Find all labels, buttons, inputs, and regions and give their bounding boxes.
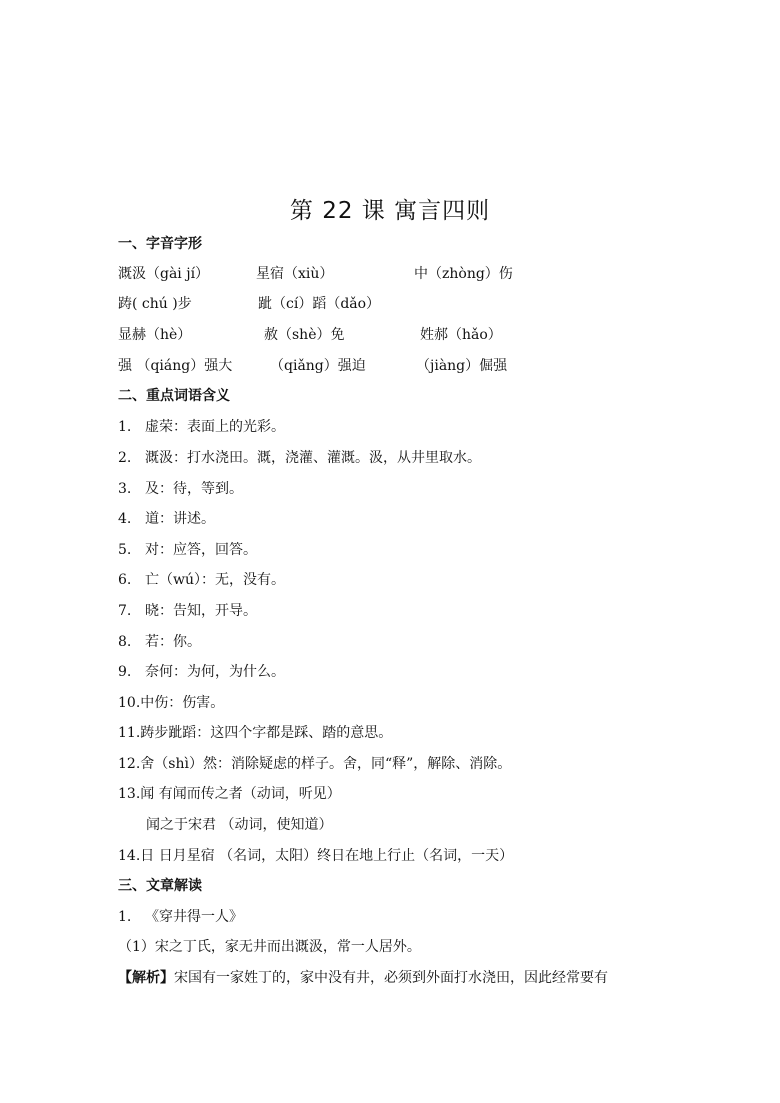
section-heading-pronunciation: 一、字音字形 — [118, 236, 202, 252]
section-heading-vocabulary: 二、重点词语含义 — [118, 388, 230, 404]
vocab-text: 晓：告知，开导。 — [145, 603, 257, 619]
lesson-title: 第 22 课 寓言四则 — [289, 198, 491, 224]
vocab-number: 5. — [118, 542, 132, 558]
vocab-item — [118, 570, 285, 590]
vocab-item — [118, 723, 392, 743]
vocab-item — [118, 754, 511, 774]
vocab-item — [118, 479, 243, 499]
analysis-tag: 【解析】 — [118, 970, 174, 986]
vocab-number: 3. — [118, 481, 132, 497]
vocab-text: 舍（shì）然：消除疑虑的样子。舍，同“释”，解除、消除。 — [140, 756, 512, 772]
vocab-item — [118, 601, 257, 621]
vocab-number: 14. — [118, 848, 141, 864]
pronunciation-item: 赦（shè）免 — [264, 327, 345, 343]
vocab-item — [118, 846, 513, 866]
vocab-text: 闻 有闻而传之者（动词，听见） — [140, 786, 341, 802]
reading-analysis — [118, 968, 608, 988]
pronunciation-item: 中（zhòng）伤 — [414, 266, 513, 282]
vocab-item — [118, 632, 201, 652]
reading-subtitle-text: 《穿井得一人》 — [145, 909, 243, 925]
vocab-number: 11. — [118, 725, 141, 741]
pronunciation-item: 踌( chú )步 — [118, 296, 192, 312]
vocab-number: 9. — [118, 664, 132, 680]
vocab-text: 虚荣：表面上的光彩。 — [145, 419, 285, 435]
vocab-text: 闻之于宋君 （动词，使知道） — [146, 817, 333, 833]
pronunciation-item: 强 （qiáng）强大 — [118, 358, 233, 374]
vocab-text: 踌步跐蹈：这四个字都是踩、踏的意思。 — [140, 725, 393, 741]
vocab-item — [118, 448, 481, 468]
vocab-text: 亡（wú）：无，没有。 — [145, 572, 285, 588]
vocab-item — [118, 509, 215, 529]
vocab-text: 溉汲：打水浇田。溉，浇灌、灌溉。汲，从井里取水。 — [145, 450, 481, 466]
vocab-number: 12. — [118, 756, 141, 772]
vocab-text: 若：你。 — [145, 634, 201, 650]
section-heading-reading: 三、文章解读 — [118, 878, 202, 894]
vocab-number: 6. — [118, 572, 132, 588]
vocab-number: 7. — [118, 603, 132, 619]
vocab-item — [118, 693, 224, 713]
vocab-item — [118, 784, 341, 804]
pronunciation-item: 跐（cí）蹈（dǎo） — [258, 296, 381, 312]
vocab-item — [118, 417, 285, 437]
pronunciation-item: （jiàng）倔强 — [416, 358, 508, 374]
vocab-number: 10. — [118, 695, 141, 711]
pronunciation-item: 姓郝（hǎo） — [420, 327, 502, 343]
vocab-text: 奈何：为何，为什么。 — [145, 664, 285, 680]
vocab-number: 1. — [118, 419, 132, 435]
pronunciation-item: 溉汲（gài jí） — [118, 266, 210, 282]
vocab-number: 4. — [118, 511, 132, 527]
vocab-number: 2. — [118, 450, 132, 466]
vocab-text: 及：待，等到。 — [145, 481, 243, 497]
reading-number: 1. — [118, 909, 132, 925]
vocab-item — [118, 540, 257, 560]
pronunciation-item: 星宿（xiù） — [256, 266, 334, 282]
reading-sentence: （1）宋之丁氏，家无井而出溉汲，常一人居外。 — [118, 939, 421, 955]
vocab-text: 中伤：伤害。 — [140, 695, 225, 711]
vocab-item — [118, 662, 285, 682]
analysis-text: 宋国有一家姓丁的，家中没有井，必须到外面打水浇田，因此经常要有 — [174, 970, 608, 986]
pronunciation-item: 显赫（hè） — [118, 327, 192, 343]
vocab-number: 8. — [118, 634, 132, 650]
vocab-text: 日 日月星宿 （名词，太阳）终日在地上行止（名词，一天） — [140, 848, 514, 864]
vocab-text: 对：应答，回答。 — [145, 542, 257, 558]
vocab-item — [146, 815, 332, 835]
pronunciation-item: （qiǎng）强迫 — [270, 358, 366, 374]
vocab-text: 道：讲述。 — [145, 511, 215, 527]
reading-subtitle — [118, 907, 243, 927]
vocab-number: 13. — [118, 786, 141, 802]
